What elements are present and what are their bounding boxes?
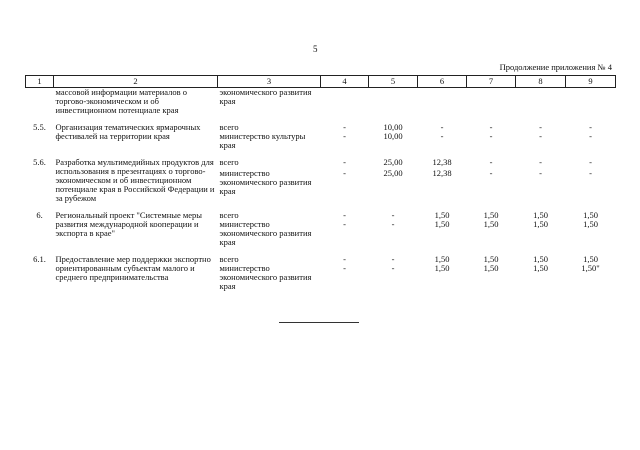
value-col6: 1,50 (434, 210, 450, 220)
value-col6: 12,38 (432, 168, 452, 179)
col-header-8: 8 (516, 76, 566, 88)
item-number: 5.6. (33, 157, 46, 167)
value-col5: - (391, 219, 395, 229)
value-col7: 1,50 (483, 219, 499, 229)
value-col8: 1,50 (533, 263, 548, 273)
executor: всего (219, 210, 239, 220)
executor: всего (219, 254, 239, 264)
value-col8: - (539, 122, 542, 132)
value-col7 (467, 88, 516, 116)
value-col4: - (343, 157, 346, 167)
executor: министерство экономического развития края (219, 168, 312, 197)
item-name: массовой информации материалов о торгово-экономическом и об инвестиционном потенциале края (55, 87, 187, 115)
item-name: Предоставление мер поддержки экспортно ориентированным субъектам малого и среднего предпринимательства (55, 254, 211, 282)
column-numbers-row (26, 76, 616, 88)
value-col9 (566, 88, 616, 116)
value-col6: 1,50 (434, 263, 450, 273)
value-col8: - (539, 131, 542, 141)
col-header-5: 5 (369, 76, 418, 88)
value-col7: 1,50 (483, 210, 499, 220)
value-col4: - (343, 263, 346, 273)
value-col5 (369, 88, 418, 116)
value-col9: - (589, 122, 592, 132)
item-number: 5.5. (33, 122, 46, 132)
value-col4: - (343, 168, 346, 179)
item-number: 6. (36, 210, 43, 220)
table-row (26, 211, 616, 220)
value-col6: 1,50 (434, 219, 450, 229)
value-col4: - (343, 122, 346, 132)
value-col8 (516, 88, 566, 116)
col-header-1: 1 (26, 76, 54, 88)
table-row (26, 158, 616, 169)
table-row (26, 255, 616, 264)
executor: всего (219, 157, 239, 167)
col-header-4: 4 (321, 76, 369, 88)
item-number (26, 88, 54, 116)
item-number: 6.1. (33, 254, 46, 264)
value-col4 (321, 88, 369, 116)
continuation-caption: Продолжение приложения № 4 (499, 62, 612, 72)
value-col7: - (489, 168, 493, 179)
value-col7: 1,50 (483, 254, 499, 264)
col-header-2: 2 (54, 76, 218, 88)
value-col8: 1,50 (533, 254, 548, 264)
value-col9: 1,50 (583, 210, 598, 220)
value-col7: - (489, 157, 493, 167)
value-col5: - (391, 254, 395, 264)
value-col5: 25,00 (383, 168, 403, 179)
value-col9: 1,50 (583, 219, 598, 229)
item-name: Организация тематических ярмарочных фестивалей на территории края (55, 122, 201, 141)
value-col5: 10,00 (383, 122, 403, 132)
end-of-document-line (279, 322, 359, 323)
value-col4: - (343, 210, 346, 220)
value-col5: 25,00 (383, 157, 403, 167)
appendix-table (25, 75, 616, 291)
executor: экономического развития края (219, 87, 312, 106)
value-col8: - (539, 168, 542, 179)
item-name: Разработка мультимедийных продуктов для использования в презентациях о торгово-экономическом и об инвестиционном потенциале края в Российской Федерации и за рубежом (55, 157, 215, 203)
executor: министерство экономического развития края (219, 219, 312, 247)
value-col9: 1,50" (581, 263, 600, 273)
value-col6: - (440, 131, 444, 141)
value-col6: - (440, 122, 444, 132)
value-col9: - (589, 131, 592, 141)
value-col8: 1,50 (533, 219, 548, 229)
value-col7: - (489, 122, 493, 132)
col-header-9: 9 (566, 76, 616, 88)
item-name: Региональный проект "Системные меры развития международной кооперации и экспорта в крае" (55, 210, 203, 238)
executor: всего (219, 122, 239, 132)
value-col7: 1,50 (483, 263, 499, 273)
executor: министерство экономического развития края (219, 263, 312, 291)
col-header-7: 7 (467, 76, 516, 88)
value-col9: - (589, 157, 592, 167)
value-col9: - (589, 168, 592, 179)
table-row (26, 123, 616, 132)
value-col5: - (391, 263, 395, 273)
value-col8: - (539, 157, 542, 167)
value-col8: 1,50 (533, 210, 548, 220)
page-number: 5 (313, 44, 318, 54)
value-col6 (418, 88, 467, 116)
col-header-6: 6 (418, 76, 467, 88)
executor: министерство культуры края (219, 131, 306, 150)
value-col6: 1,50 (434, 254, 450, 264)
value-col9: 1,50 (583, 254, 598, 264)
value-col4: - (343, 219, 346, 229)
value-col7: - (489, 131, 493, 141)
value-col5: - (391, 210, 395, 220)
value-col4: - (343, 131, 346, 141)
value-col5: 10,00 (383, 131, 403, 141)
table-row (26, 88, 616, 116)
value-col4: - (343, 254, 346, 264)
col-header-3: 3 (218, 76, 321, 88)
value-col6: 12,38 (432, 157, 452, 167)
